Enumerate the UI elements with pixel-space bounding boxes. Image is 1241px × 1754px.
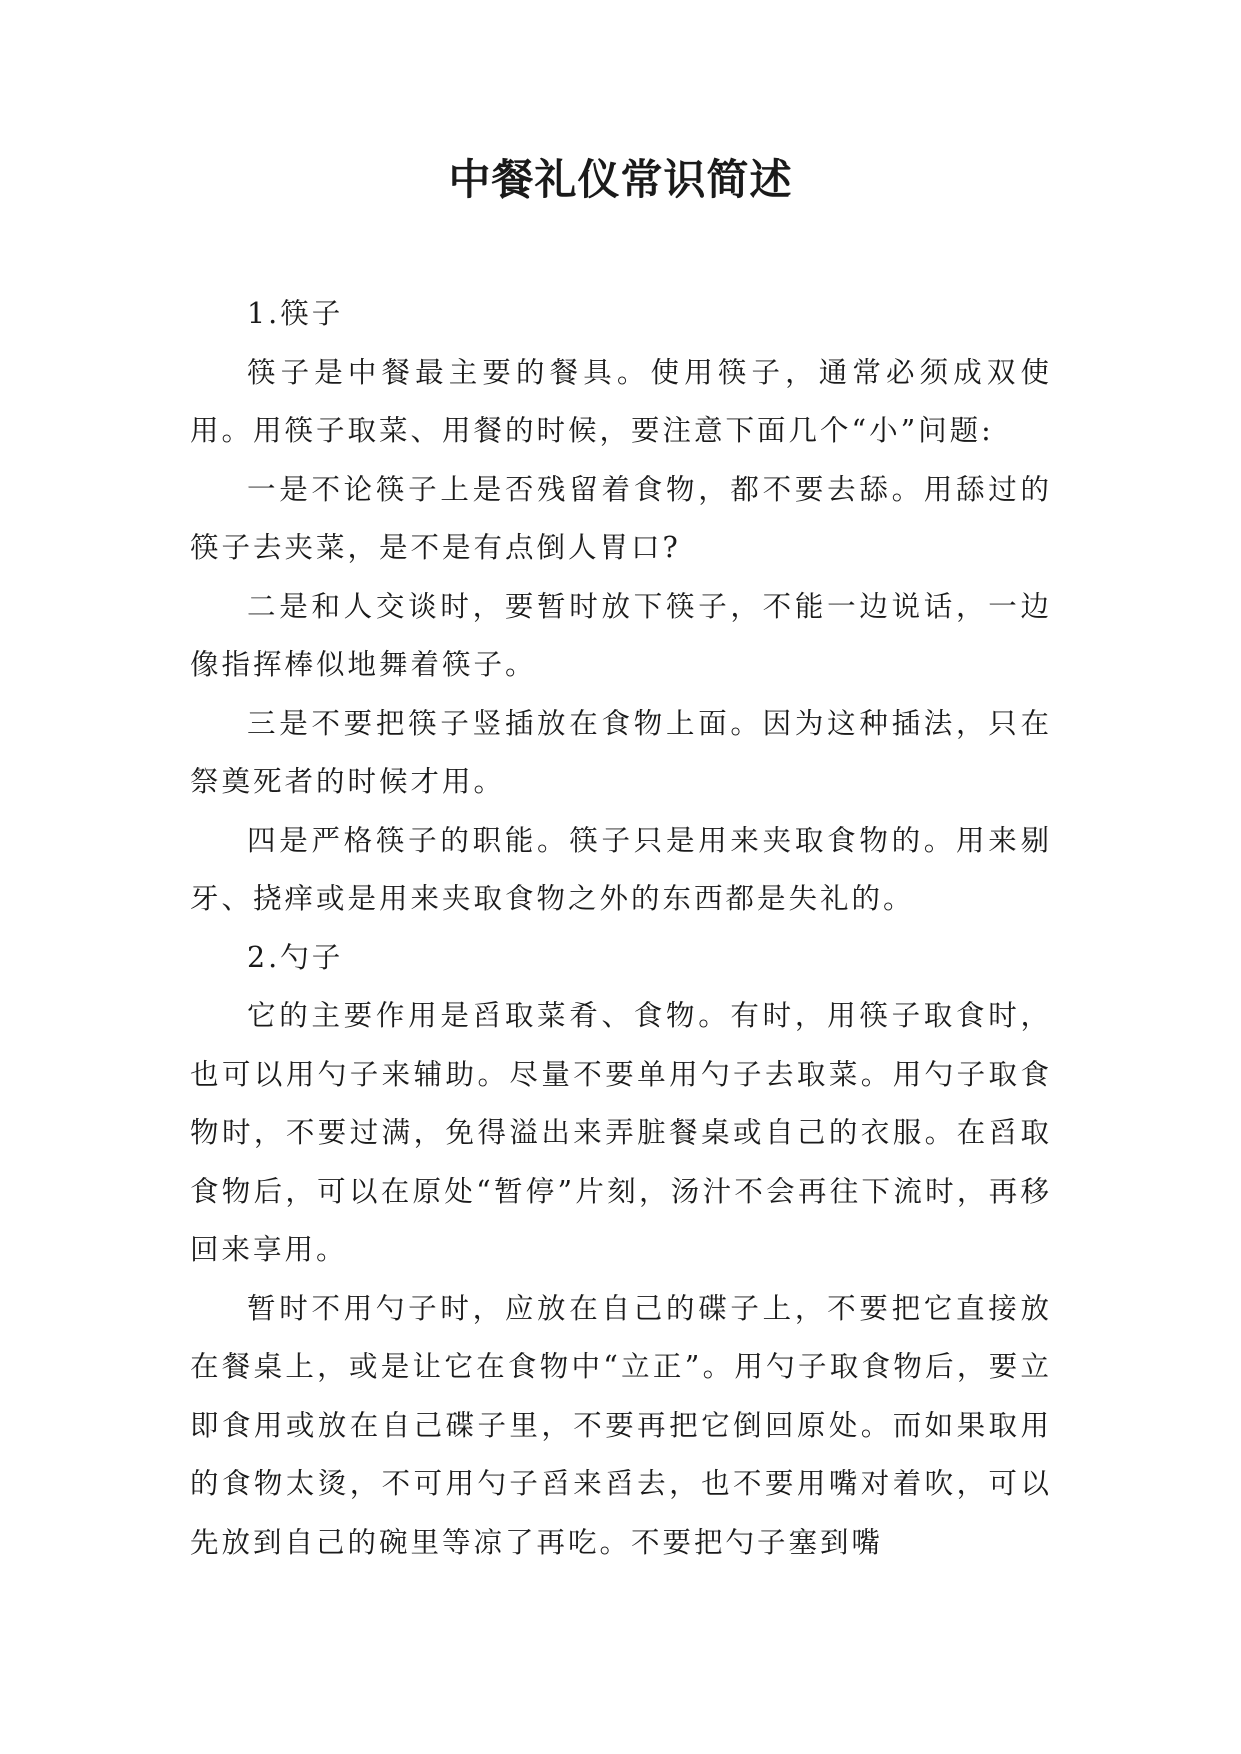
document-title: 中餐礼仪常识简述 <box>448 155 793 204</box>
section-heading-spoon: 2.勺子 <box>247 940 344 974</box>
paragraph: 暂时不用勺子时，应放在自己的碟子上，不要把它直接放在餐桌上，或是让它在食物中“立正”。用勺子取食物后，要立即食用或放在自己碟子里，不要再把它倒回原处。而如果取用的食物太烫，不可用勺子舀来舀去，也不要用嘴对着吹，可以先放到自己的碗里等凉了再吃。不要把勺子塞到嘴 <box>190 1291 1052 1559</box>
paragraph: 四是严格筷子的职能。筷子只是用来夹取食物的。用来剔牙、挠痒或是用来夹取食物之外的东西都是失礼的。 <box>190 823 1052 915</box>
paragraph: 二是和人交谈时，要暂时放下筷子，不能一边说话，一边像指挥棒似地舞着筷子。 <box>190 589 1052 681</box>
paragraph: 它的主要作用是舀取菜肴、食物。有时，用筷子取食时，也可以用勺子来辅助。尽量不要单用勺子去取菜。用勺子取食物时，不要过满，免得溢出来弄脏餐桌或自己的衣服。在舀取食物后，可以在原处“暂停”片刻，汤汁不会再往下流时，再移回来享用。 <box>190 999 1052 1266</box>
section-heading-chopsticks: 1.筷子 <box>247 297 344 330</box>
paragraph: 一是不论筷子上是否残留着食物，都不要去舔。用舔过的筷子去夹菜，是不是有点倒人胃口? <box>190 472 1052 564</box>
paragraph: 三是不要把筷子竖插放在食物上面。因为这种插法，只在祭奠死者的时候才用。 <box>190 706 1052 798</box>
document-body <box>190 285 1052 1572</box>
paragraph: 筷子是中餐最主要的餐具。使用筷子，通常必须成双使用。用筷子取菜、用餐的时候，要注意下面几个“小”问题: <box>190 355 1052 447</box>
